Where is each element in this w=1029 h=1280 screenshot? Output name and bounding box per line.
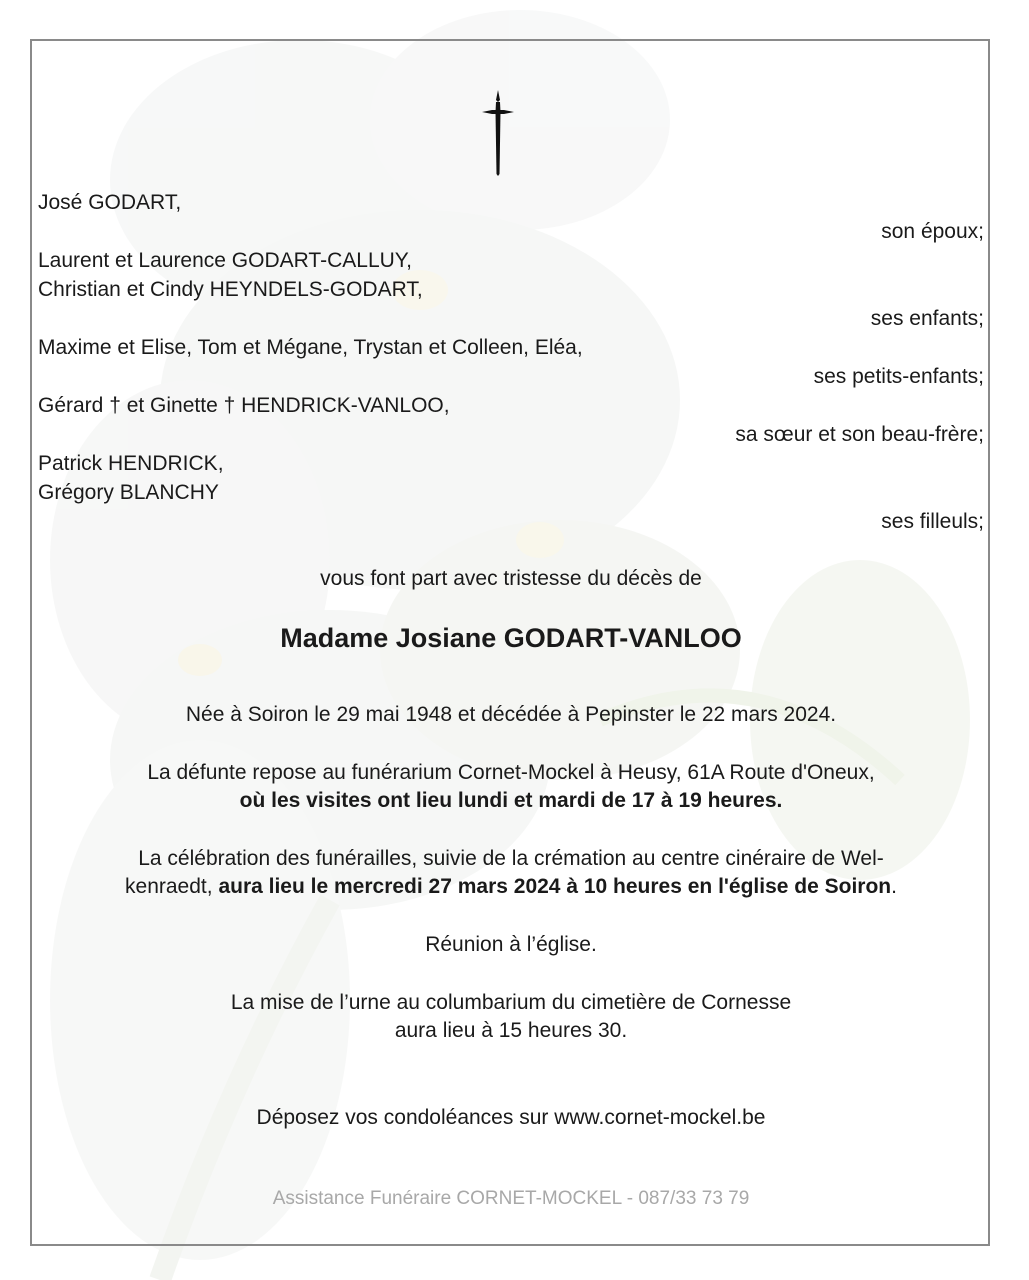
ceremony-time-place: aura lieu le mercredi 27 mars 2024 à 10 heures en l'église de Soiron: [218, 875, 892, 898]
repose-info: La défunte repose au funérarium Cornet-Mockel à Heusy, 61A Route d'Oneux,: [147, 761, 875, 784]
reunion-info: Réunion à l’église.: [425, 933, 597, 956]
ceremony-info: La célébration des funérailles, suivie de la crémation au centre cinéraire de Wel-: [138, 847, 884, 870]
condolences-link[interactable]: Déposez vos condoléances sur www.cornet-mockel.be: [256, 1106, 766, 1129]
family-member-line: Laurent et Laurence GODART-CALLUY,: [38, 249, 412, 272]
family-member-line: Gérard † et Ginette † HENDRICK-VANLOO,: [38, 394, 450, 417]
family-member-line: Patrick HENDRICK,: [38, 452, 224, 475]
visiting-hours: [38, 786, 984, 815]
ceremony-start: kenraedt,: [125, 875, 219, 898]
family-member-line: José GODART,: [38, 191, 182, 214]
ceremony-end: .: [891, 875, 897, 898]
relation-label: ses enfants;: [870, 307, 984, 330]
relation-label: ses petits-enfants;: [813, 365, 984, 388]
deceased-name: Madame Josiane GODART-VANLOO: [280, 623, 742, 653]
visiting-hours-text: où les visites ont lieu lundi et mardi de 17 à 19 heures.: [239, 789, 783, 812]
family-member-line: Maxime et Elise, Tom et Mégane, Trystan et Colleen, Eléa,: [38, 336, 583, 359]
announcement: vous font part avec tristesse du décès de: [320, 567, 702, 590]
relation-label: sa sœur et son beau-frère;: [735, 423, 984, 446]
family-member-line: Christian et Cindy HEYNDELS-GODART,: [38, 278, 423, 301]
urn-info: La mise de l’urne au columbarium du cimetière de Cornesse: [230, 991, 792, 1014]
relation-label: son époux;: [881, 220, 984, 243]
birth-death-info: Née à Soiron le 29 mai 1948 et décédée à Pepinster le 22 mars 2024.: [185, 703, 837, 726]
urn-time: aura lieu à 15 heures 30.: [394, 1019, 628, 1042]
funeral-home-footer: Assistance Funéraire CORNET-MOCKEL - 087/33 73 79: [272, 1188, 750, 1209]
relation-label: ses filleuls;: [881, 510, 984, 533]
ceremony-details: [38, 872, 984, 901]
family-member-line: Grégory BLANCHY: [38, 481, 219, 504]
